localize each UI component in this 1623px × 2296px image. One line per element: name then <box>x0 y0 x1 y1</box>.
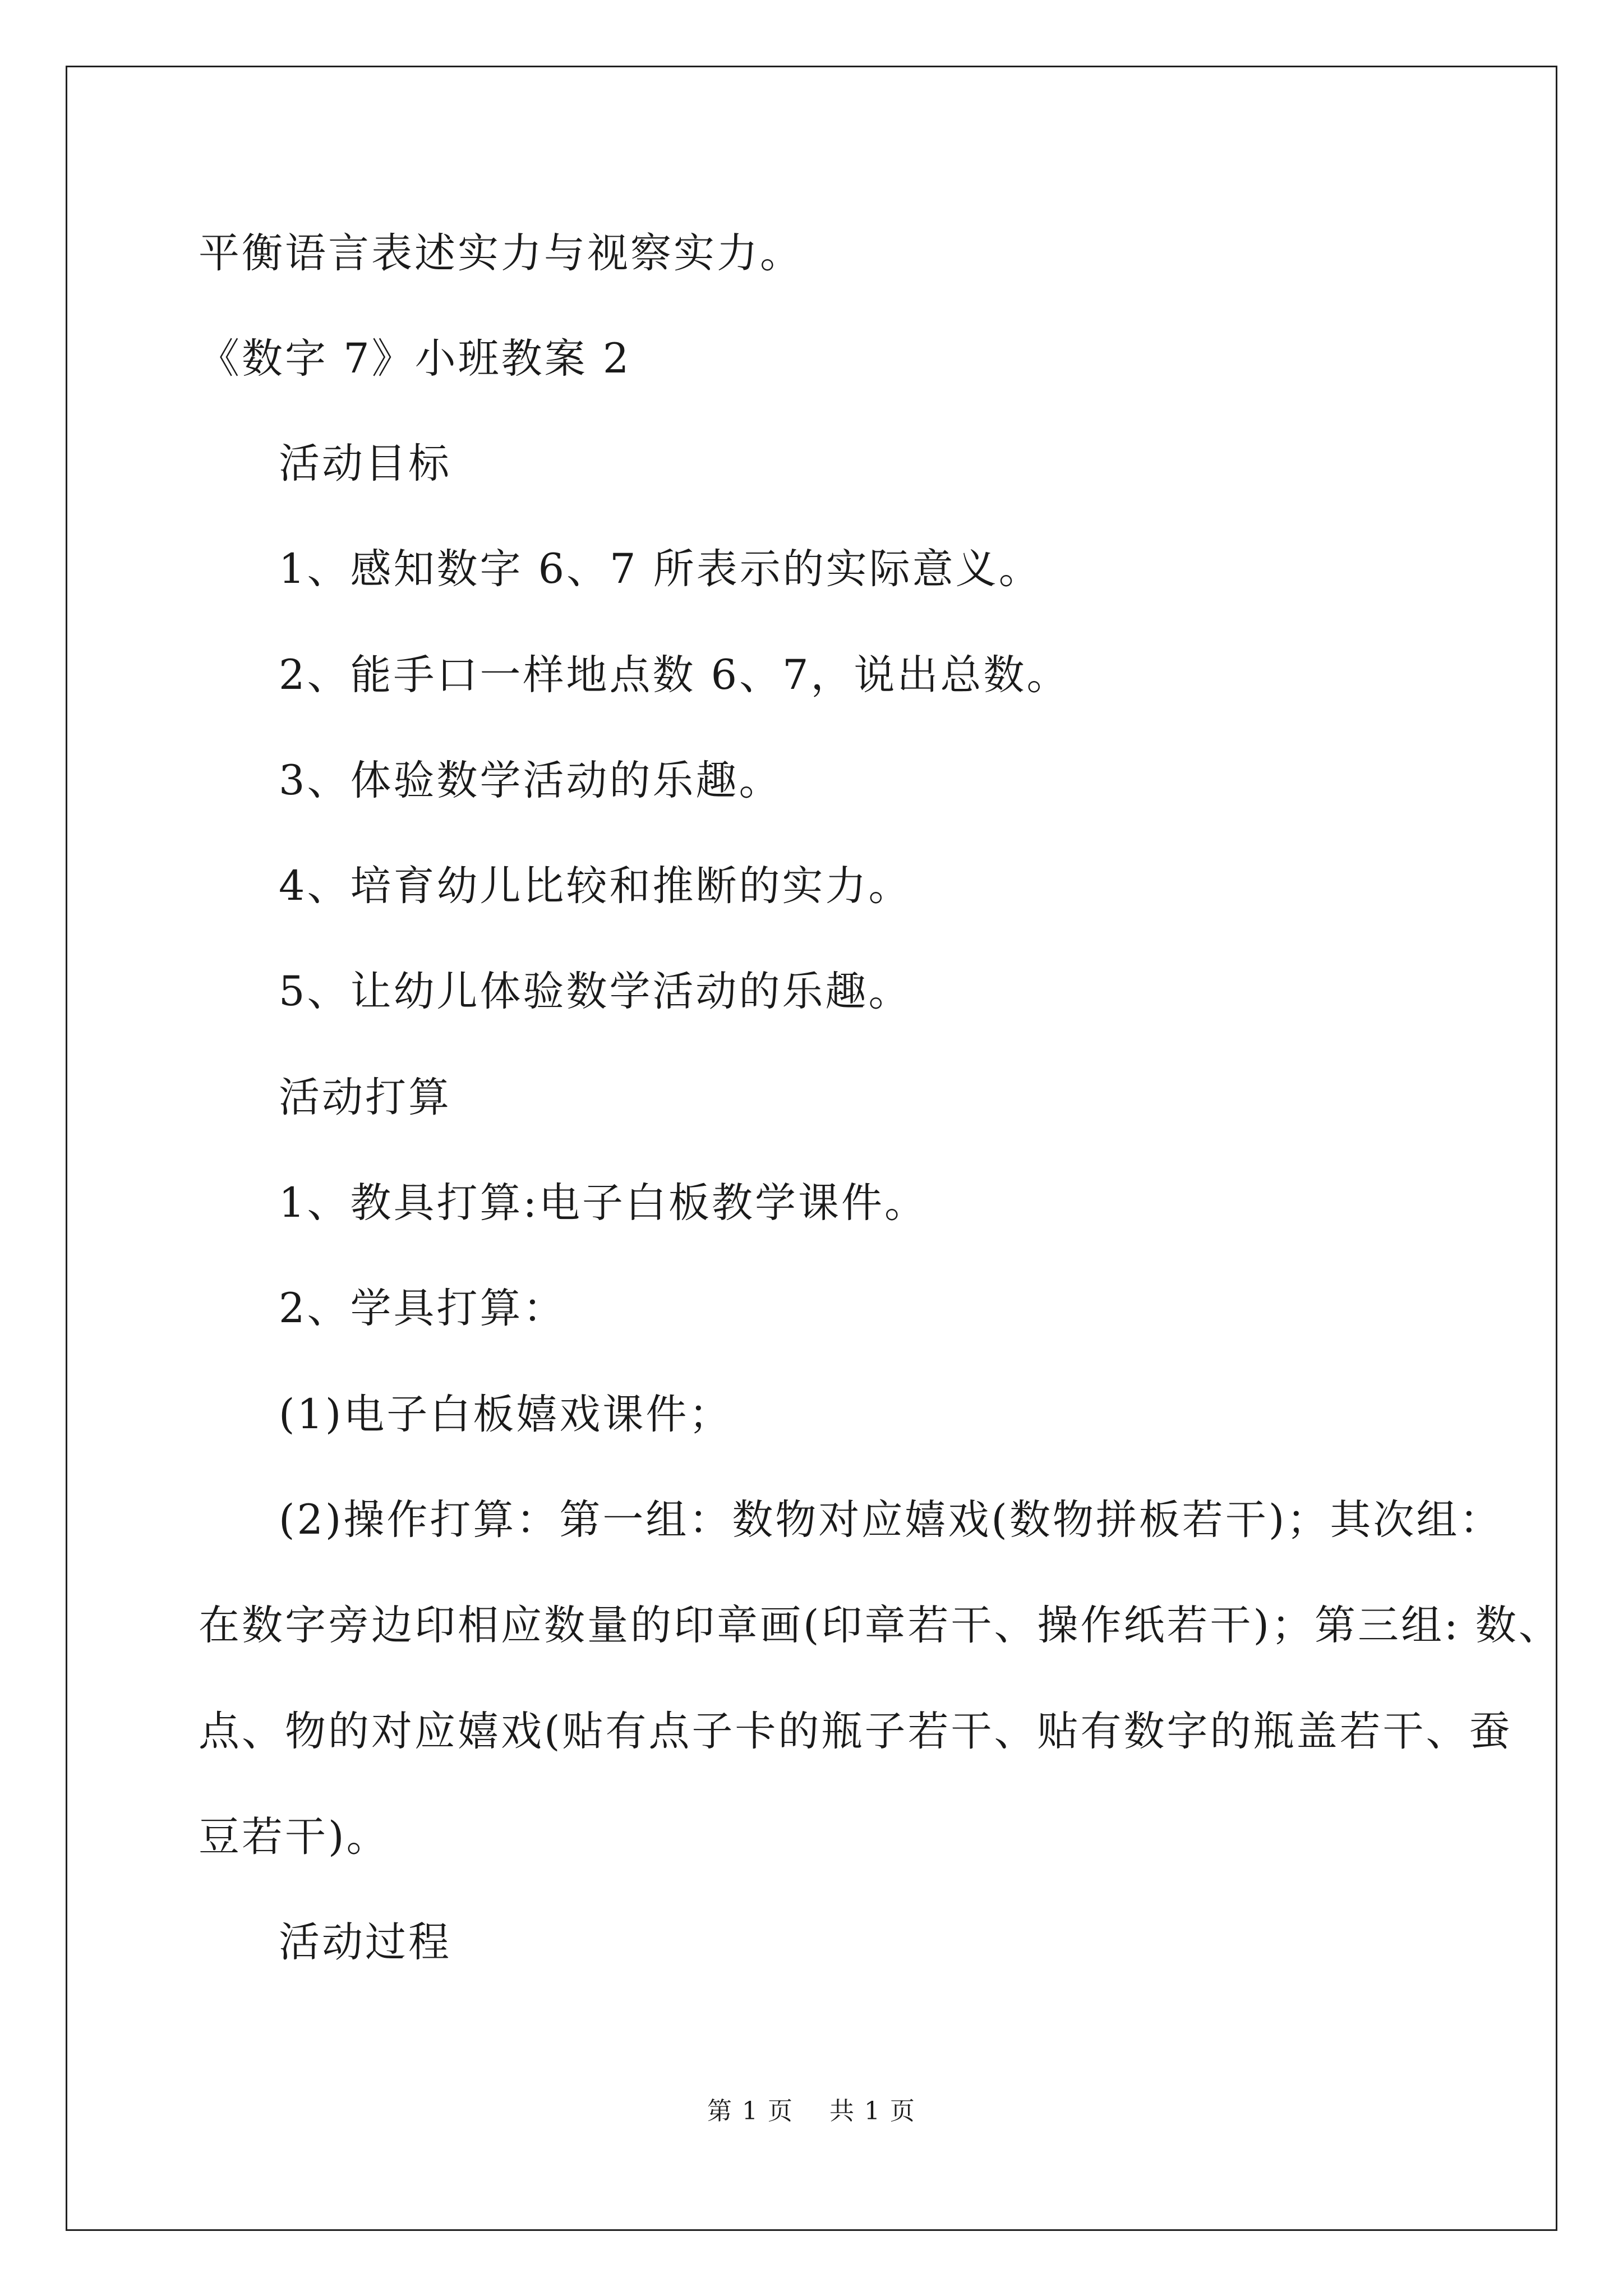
paragraph-line: 点、物的对应嬉戏(贴有点子卡的瓶子若干、贴有数字的瓶盖若干、蚕 <box>199 1708 1513 1755</box>
page-frame <box>66 66 1557 2231</box>
paragraph-line: 豆若干)。 <box>199 1813 390 1861</box>
heading-activity-preparation: 活动打算 <box>279 1074 451 1121</box>
paragraph-line: 在数字旁边印相应数量的印章画(印章若干、操作纸若干)；第三组: 数、 <box>199 1602 1562 1649</box>
preparation-subitem: (2)操作打算：第一组：数物对应嬉戏(数物拼板若干)；其次组： <box>279 1496 1503 1544</box>
goal-item: 5、让幼儿体验数学活动的乐趣。 <box>279 968 912 1015</box>
preparation-subitem: (1)电子白板嬉戏课件； <box>279 1391 732 1438</box>
goal-item: 3、体验数学活动的乐趣。 <box>279 757 782 804</box>
goal-item: 4、培育幼儿比较和推断的实力。 <box>279 862 912 910</box>
paragraph-line: 平衡语言表述实力与视察实力。 <box>199 229 803 277</box>
goal-item: 1、感知数字 6、7 所表示的实际意义。 <box>279 545 1042 593</box>
goal-item: 2、能手口一样地点数 6、7，说出总数。 <box>279 651 1070 699</box>
heading-activity-goals: 活动目标 <box>279 440 451 487</box>
preparation-item: 1、教具打算:电子白板教学课件。 <box>279 1179 928 1227</box>
page-number-footer: 第 1 页 共 1 页 <box>707 2097 916 2125</box>
section-title: 《数字 7》小班教案 2 <box>199 335 631 383</box>
preparation-item: 2、学具打算： <box>279 1285 566 1332</box>
heading-activity-process: 活动过程 <box>279 1918 451 1966</box>
